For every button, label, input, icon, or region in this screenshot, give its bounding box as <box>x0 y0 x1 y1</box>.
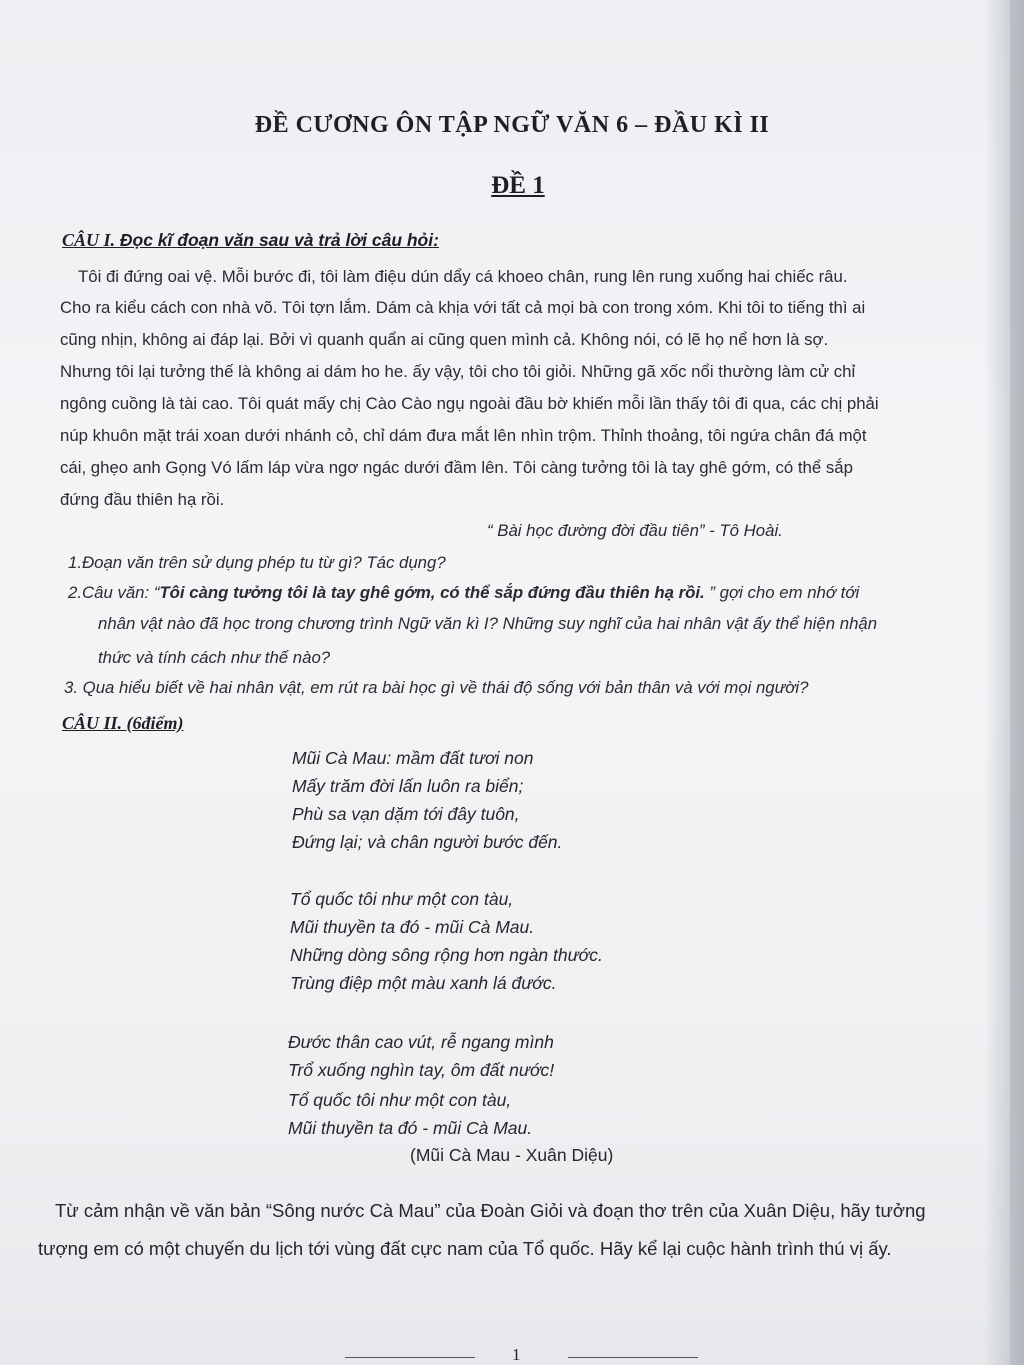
question-1: 1.Đoạn văn trên sử dụng phép tu từ gì? Tác dụng? <box>68 553 446 572</box>
passage-line: đứng đầu thiên hạ rồi. <box>60 490 225 509</box>
passage-line: Nhưng tôi lại tưởng thế là không ai dám ho he. ấy vậy, tôi cho tôi giỏi. Những gã xốc nổi thường làm cử chỉ <box>60 362 856 381</box>
poem-line: Đước thân cao vút, rễ ngang mình <box>288 1032 554 1052</box>
passage-line: Tôi đi đứng oai vệ. Mỗi bước đi, tôi làm điệu dún dẩy cá khoeo chân, rung lên rung xuống hai chiếc râu. <box>78 267 848 286</box>
passage-source: “ Bài học đường đời đầu tiên” - Tô Hoài. <box>487 521 783 540</box>
footer-rule-left <box>345 1357 475 1358</box>
poem-line: Mũi Cà Mau: mầm đất tươi non <box>292 748 534 768</box>
poem-source: (Mũi Cà Mau - Xuân Diệu) <box>410 1145 614 1165</box>
section-2-heading: CÂU II. (6điểm) <box>62 713 184 733</box>
poem-line: Đứng lại; và chân người bước đến. <box>292 832 563 852</box>
poem-line: Mũi thuyền ta đó - mũi Cà Mau. <box>288 1118 533 1138</box>
question-2 <box>68 583 859 603</box>
passage-line: cái, ghẹo anh Gọng Vó lấm láp vừa ngơ ngác dưới đầm lên. Tôi càng tưởng tôi là tay ghê gớm, có thể sắp <box>60 458 853 477</box>
question-2-prefix: 2.Câu văn: “ <box>68 583 160 602</box>
poem-line: Phù sa vạn dặm tới đây tuôn, <box>292 804 520 824</box>
section-1-prefix: CÂU I. <box>62 230 116 250</box>
footer-rule-right <box>568 1357 698 1358</box>
page-number: 1 <box>512 1345 521 1364</box>
passage-line: ngông cuồng là tài cao. Tôi quát mấy chị Cào Cào ngụ ngoài đầu bờ khiến mỗi lần thấy tôi đi qua, các chị phải <box>60 394 879 413</box>
document-title: ĐỀ CƯƠNG ÔN TẬP NGỮ VĂN 6 – ĐẦU KÌ II <box>254 112 770 138</box>
poem-line: Những dòng sông rộng hơn ngàn thước. <box>290 945 603 965</box>
passage-line: núp khuôn mặt trái xoan dưới nhánh cỏ, chỉ dám đưa mắt lên nhìn trộm. Thỉnh thoảng, tôi ngứa chân đá một <box>60 426 867 445</box>
question-2-quote: Tôi càng tưởng tôi là tay ghê gớm, có thể sắp đứng đầu thiên hạ rồi. <box>159 583 705 602</box>
page-edge-shadow <box>984 0 1024 1365</box>
poem-line: Mũi thuyền ta đó - mũi Cà Mau. <box>290 917 535 937</box>
poem-line: Tổ quốc tôi như một con tàu, <box>288 1090 512 1110</box>
poem-line: Mấy trăm đời lấn luôn ra biển; <box>292 776 524 796</box>
section-1-instruction: Đọc kĩ đoạn văn sau và trả lời câu hỏi: <box>115 230 439 250</box>
question-2-line: thức và tính cách như thế nào? <box>98 648 331 667</box>
poem-line: Trổ xuống nghìn tay, ôm đất nước! <box>288 1060 555 1080</box>
writing-task-line: Từ cảm nhận về văn bản “Sông nước Cà Mau” của Đoàn Giỏi và đoạn thơ trên của Xuân Diệu, hãy tưởng <box>55 1200 926 1221</box>
section-1-heading <box>62 230 439 251</box>
question-3: 3. Qua hiểu biết về hai nhân vật, em rút ra bài học gì về thái độ sống với bản thân và với mọi người? <box>64 678 809 697</box>
exam-number: ĐỀ 1 <box>491 172 545 199</box>
writing-task-line: tượng em có một chuyến du lịch tới vùng đất cực nam của Tổ quốc. Hãy kể lại cuộc hành trình thú vị ấy. <box>38 1238 892 1259</box>
passage-line: cũng nhịn, không ai đáp lại. Bởi vì quanh quẩn ai cũng quen mình cả. Không nói, có lẽ họ nể hơn là sợ. <box>60 330 829 349</box>
question-2-line: nhân vật nào đã học trong chương trình Ngữ văn kì I? Những suy nghĩ của hai nhân vật ấy thể hiện nhận <box>98 614 878 633</box>
passage-line: Cho ra kiểu cách con nhà võ. Tôi tợn lắm. Dám cà khịa với tất cả mọi bà con trong xóm. Khi tôi to tiếng thì ai <box>60 298 866 317</box>
question-2-suffix: ” gợi cho em nhớ tới <box>704 583 860 602</box>
poem-line: Tổ quốc tôi như một con tàu, <box>290 889 514 909</box>
poem-line: Trùng điệp một màu xanh lá đước. <box>290 973 557 993</box>
